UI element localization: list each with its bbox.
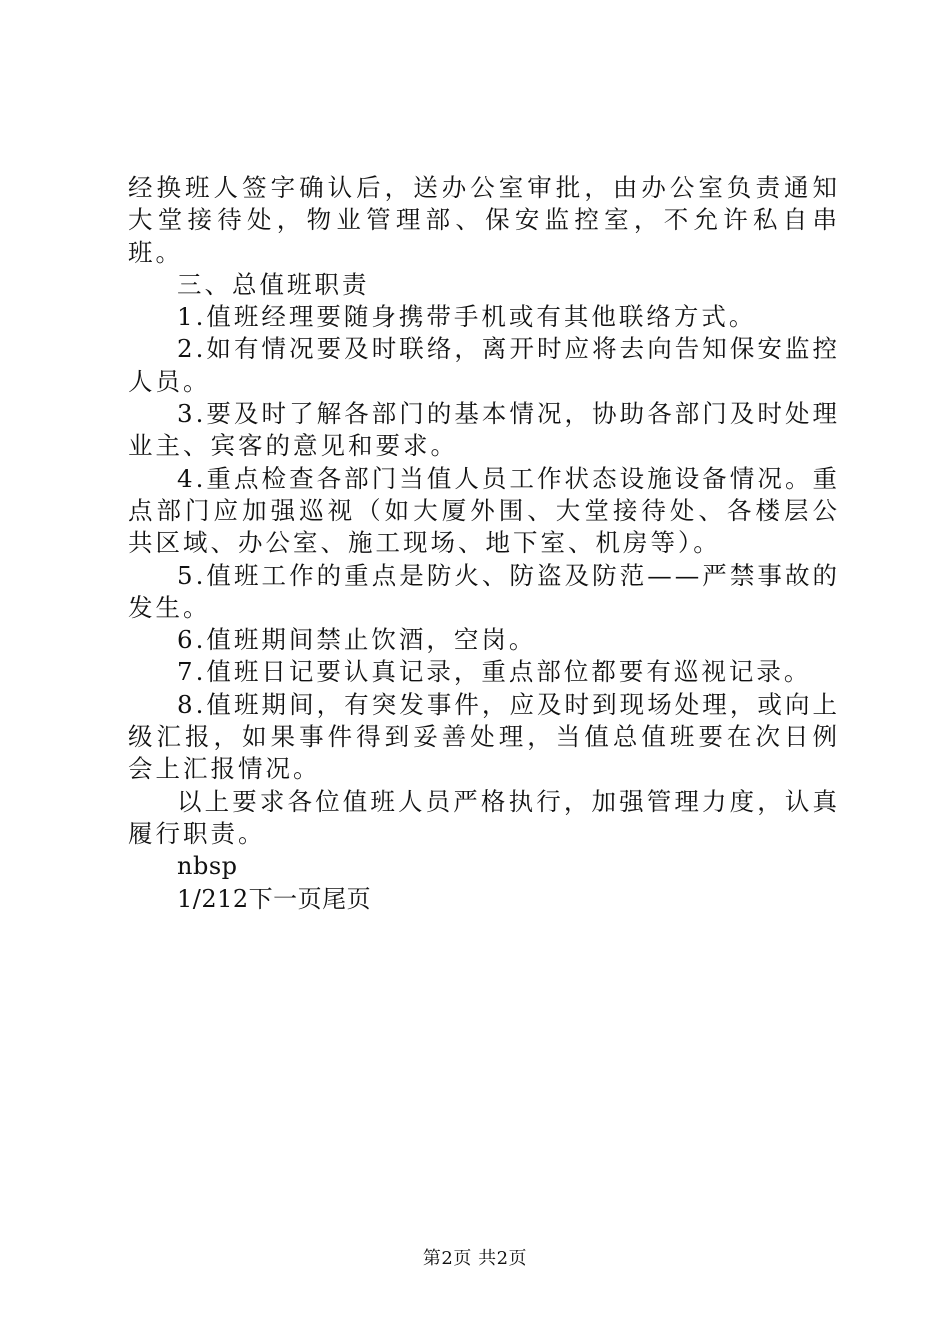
next-page-link[interactable]: 下一页 <box>248 884 323 913</box>
paragraph-item-7: 7.值班日记要认真记录，重点部位都要有巡视记录。 <box>177 657 812 687</box>
document-body <box>128 172 840 915</box>
page-footer: 第2页 共2页 <box>422 1248 528 1269</box>
paragraph-item-8: 8.值班期间，有突发事件，应及时到现场处理，或向上级汇报，如果事件得到妥善处理，当值总值班要在次日例会上汇报情况。 <box>128 689 840 784</box>
paragraph-item-2: 2.如有情况要及时联络，离开时应将去向告知保安监控人员。 <box>128 334 840 396</box>
paragraph-1: 经换班人签字确认后，送办公室审批，由办公室负责通知大堂接待处，物业管理部、保安监控室，不允许私自串班。 <box>128 173 840 267</box>
closing-paragraph: 以上要求各位值班人员严格执行，加强管理力度，认真履行职责。 <box>128 786 840 848</box>
page-counter: 1/212 <box>177 884 249 913</box>
paragraph-item-1: 1.值班经理要随身携带手机或有其他联络方式。 <box>177 302 757 332</box>
nbsp-text: nbsp <box>177 852 238 881</box>
last-page-link[interactable]: 尾页 <box>322 884 372 913</box>
nbsp-line <box>128 850 840 882</box>
section-heading: 三、总值班职责 <box>177 269 370 299</box>
paragraph-item-3: 3.要及时了解各部门的基本情况，协助各部门及时处理业主、宾客的意见和要求。 <box>128 399 840 461</box>
paragraph-item-6: 6.值班期间禁止饮酒，空岗。 <box>177 625 537 655</box>
paragraph-item-4: 4.重点检查各部门当值人员工作状态设施设备情况。重点部门应加强巡视（如大厦外围、大堂接待处、各楼层公共区域、办公室、施工现场、地下室、机房等）。 <box>128 463 840 558</box>
paragraph-item-5: 5.值班工作的重点是防火、防盗及防范——严禁事故的发生。 <box>128 560 840 622</box>
pagination-line <box>128 883 840 915</box>
